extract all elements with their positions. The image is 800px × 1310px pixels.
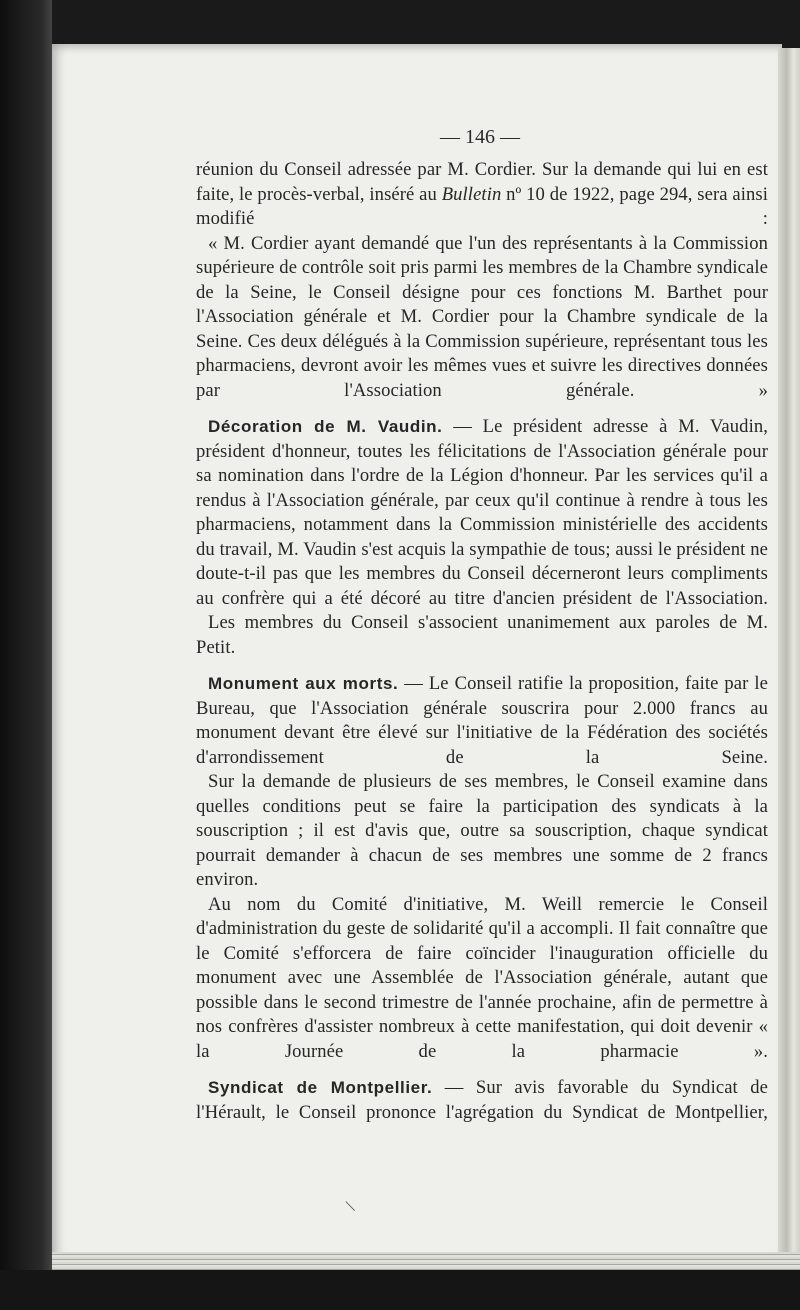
paragraph-reunion-text-1: réunion du Conseil adressée par M. Cordier. Sur la demande qui lui en est faite, le procès-verbal, inséré au xyxy=(196,159,768,205)
paragraph-comite-initiative: Au nom du Comité d'initiative, M. Weill remercie le Conseil d'administration du geste de solidarité qu'il a accompli. Il fait connaître que le Comité s'efforcera de faire coïncider l'inauguration officielle du monument avec une Assemblée de l'Association générale, autant que possible dans le second trimestre de l'année prochaine, afin de permettre à nos confrères d'assister nombreux à cette manifestation, qui doit devenir « la Journée de la pharmacie ». xyxy=(196,893,768,1062)
paragraph-souscription: Sur la demande de plusieurs de ses membres, le Conseil examine dans quelles conditions peut se faire la participation des syndicats à la souscription ; il est d'avis que, outre sa souscription, chaque syndicat pourrait demander à chacun de ses membres une somme de 2 francs environ. xyxy=(196,771,768,890)
stray-pen-mark: \ xyxy=(343,1195,357,1217)
paragraph-montpellier-text: — Sur avis favorable du Syndicat de l'Hérault, le Conseil prononce l'agrégation du Syndicat de Montpellier, xyxy=(196,1077,768,1123)
paragraph-reunion xyxy=(196,158,768,232)
heading-decoration: Décoration de M. Vaudin. xyxy=(208,417,443,436)
scan-background-bottom xyxy=(0,1270,800,1310)
scan-background-left xyxy=(0,0,52,1310)
paragraph-membres-conseil: Les membres du Conseil s'associent unanimement aux paroles de M. Petit. xyxy=(196,612,768,658)
page-number: — 146 — xyxy=(440,126,520,148)
paragraph-montpellier xyxy=(196,1076,768,1125)
heading-montpellier: Syndicat de Montpellier. xyxy=(208,1078,433,1097)
paragraph-quote-cordier: « M. Cordier ayant demandé que l'un des représentants à la Commission supérieure de contrôle soit pris parmi les membres de la Chambre syndicale de la Seine, le Conseil désigne pour ces fonctions M. Barthet pour l'Association générale et M. Cordier pour la Chambre syndicale de la Seine. Ces deux délégués à la Commission supérieure, représentant tous les pharmaciens, devront avoir les mêmes vues et suivre les directives données par l'Association générale. » xyxy=(196,232,768,401)
bulletin-italic: Bulletin xyxy=(441,183,502,205)
paragraph-monument-text: — Le Conseil ratifie la proposition, faite par le Bureau, que l'Association générale souscrira pour 2.000 francs au monument devant être élevé sur l'initiative de la Fédération des sociétés d'arrondissement de la Seine. xyxy=(196,673,768,768)
paragraph-decoration-text: — Le président adresse à M. Vaudin, président d'honneur, toutes les félicitations de l'Association générale pour sa nomination dans l'ordre de la Légion d'honneur. Par les services qu'il a rendus à l'Association générale, par ceux qu'il continue à rendre à tous les pharmaciens, notamment dans la Commission ministérielle des accidents du travail, M. Vaudin s'est acquis la sympathie de tous; aussi le président ne doute-t-il pas que les membres du Conseil décerneront leurs compliments au confrère qui a été décoré au titre d'ancien président de l'Association. xyxy=(196,416,768,609)
heading-monument: Monument aux morts. xyxy=(208,674,399,693)
document-body xyxy=(196,158,768,1125)
page-edge-right xyxy=(778,48,800,1270)
paragraph-monument xyxy=(196,672,768,770)
paragraph-reunion-text-2: nº 10 de 1922, page 294, sera ainsi modifié : xyxy=(196,183,768,229)
page-edge-bottom xyxy=(52,1252,800,1270)
paragraph-decoration xyxy=(196,415,768,611)
